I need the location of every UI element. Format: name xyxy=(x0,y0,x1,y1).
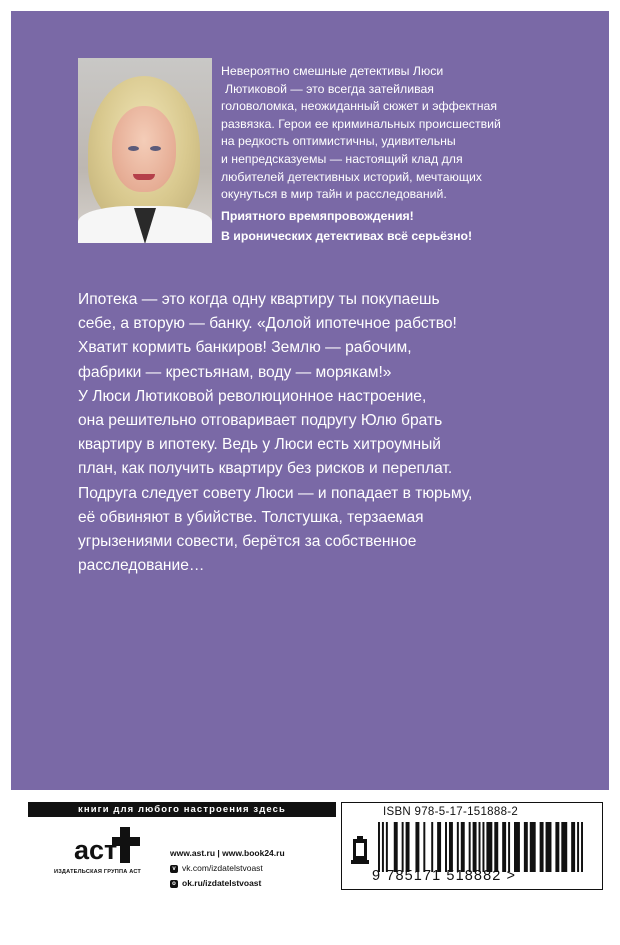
barcode-bar xyxy=(445,822,447,872)
bio-line: головоломка, неожиданный сюжет и эффектная xyxy=(221,99,497,114)
barcode-bar xyxy=(378,822,380,872)
barcode-bar xyxy=(530,822,536,872)
barcode-bar xyxy=(502,822,506,872)
barcode-bar xyxy=(386,822,388,872)
blurb-line: Хватит кормить банкиров! Землю — рабочим, xyxy=(78,339,412,357)
barcode-bar xyxy=(482,822,484,872)
blurb-line: расследование… xyxy=(78,557,205,575)
barcode-bar xyxy=(473,822,477,872)
barcode xyxy=(378,822,583,872)
blurb-line: фабрики — крестьянам, воду — морякам!» xyxy=(78,363,392,381)
blurb-line: квартиру в ипотеку. Ведь у Люси есть хитроумный xyxy=(78,436,441,454)
barcode-bar xyxy=(423,822,425,872)
publisher-links xyxy=(170,846,285,891)
barcode-bar xyxy=(561,822,567,872)
lantern-icon xyxy=(348,835,372,865)
blurb-line: себе, а вторую — банку. «Долой ипотечное рабство! xyxy=(78,315,457,333)
blurb-line: Подруга следует совету Люси — и попадает в тюрьму, xyxy=(78,484,473,502)
barcode-bar xyxy=(431,822,433,872)
bio-bold-line: В иронических детективах всё серьёзно! xyxy=(221,229,473,244)
barcode-bar xyxy=(415,822,419,872)
blurb-line: У Люси Лютиковой революционное настроение, xyxy=(78,387,427,405)
barcode-bar xyxy=(546,822,552,872)
barcode-bar xyxy=(469,822,471,872)
publisher-name: ИЗДАТЕЛЬСКАЯ ГРУППА АСТ xyxy=(54,869,142,875)
barcode-bar xyxy=(406,822,410,872)
bio-line: развязка. Герои ее криминальных происшествий xyxy=(221,116,501,131)
barcode-bar xyxy=(494,822,498,872)
barcode-bar xyxy=(402,822,404,872)
barcode-bar xyxy=(479,822,481,872)
blurb-line: угрызениями совести, берётся за собственное xyxy=(78,533,417,551)
barcode-bar xyxy=(457,822,459,872)
ast-logo-text: аст xyxy=(74,835,118,865)
blurb-line: Ипотека — это когда одну квартиру ты покупаешь xyxy=(78,291,440,308)
barcode-bar xyxy=(577,822,579,872)
tagline-banner: книги для любого настроения здесь xyxy=(28,802,336,817)
blurb-line: она решительно отговаривает подругу Юлю брать xyxy=(78,412,443,430)
bio-line: Невероятно смешные детективы Люси xyxy=(221,64,444,78)
ok-link[interactable]: ok.ru/izdatelstvoast xyxy=(182,878,262,888)
barcode-bar xyxy=(461,822,465,872)
barcode-bar xyxy=(581,822,583,872)
barcode-bar xyxy=(555,822,559,872)
ok-icon: o xyxy=(170,880,178,888)
barcode-bar xyxy=(449,822,453,872)
barcode-bar xyxy=(514,822,520,872)
vk-icon: v xyxy=(170,865,178,873)
author-photo xyxy=(78,58,212,243)
bio-bold-line: Приятного времяпровождения! xyxy=(221,208,414,223)
barcode-bar xyxy=(382,822,384,872)
blurb-line: её обвиняют в убийстве. Толстушка, терзаемая xyxy=(78,508,424,526)
barcode-bar xyxy=(437,822,441,872)
barcode-bar xyxy=(524,822,528,872)
bio-line: любителей детективных историй, мечтающих xyxy=(221,169,482,184)
ast-logo xyxy=(68,825,158,865)
bio-line: и непредсказуемы — настоящий клад для xyxy=(221,151,463,166)
book-blurb xyxy=(78,288,598,578)
sites-link[interactable]: www.ast.ru | www.book24.ru xyxy=(170,848,285,858)
bio-line: окунуться в мир тайн и расследований. xyxy=(221,187,447,202)
barcode-digits: 9 785171 518882 > xyxy=(372,868,517,884)
bio-line: Лютиковой — это всегда затейливая xyxy=(225,81,434,96)
barcode-bar xyxy=(571,822,575,872)
vk-link[interactable]: vk.com/izdatelstvoast xyxy=(182,863,263,873)
barcode-bar xyxy=(394,822,398,872)
barcode-bar xyxy=(486,822,492,872)
barcode-bar xyxy=(508,822,510,872)
barcode-bar xyxy=(540,822,544,872)
author-bio xyxy=(221,63,601,246)
isbn-text: ISBN 978-5-17-151888-2 xyxy=(383,806,519,818)
bio-line: на редкость оптимистичны, удивительны xyxy=(221,134,456,149)
blurb-line: план, как получить квартиру без рисков и переплат. xyxy=(78,460,453,478)
